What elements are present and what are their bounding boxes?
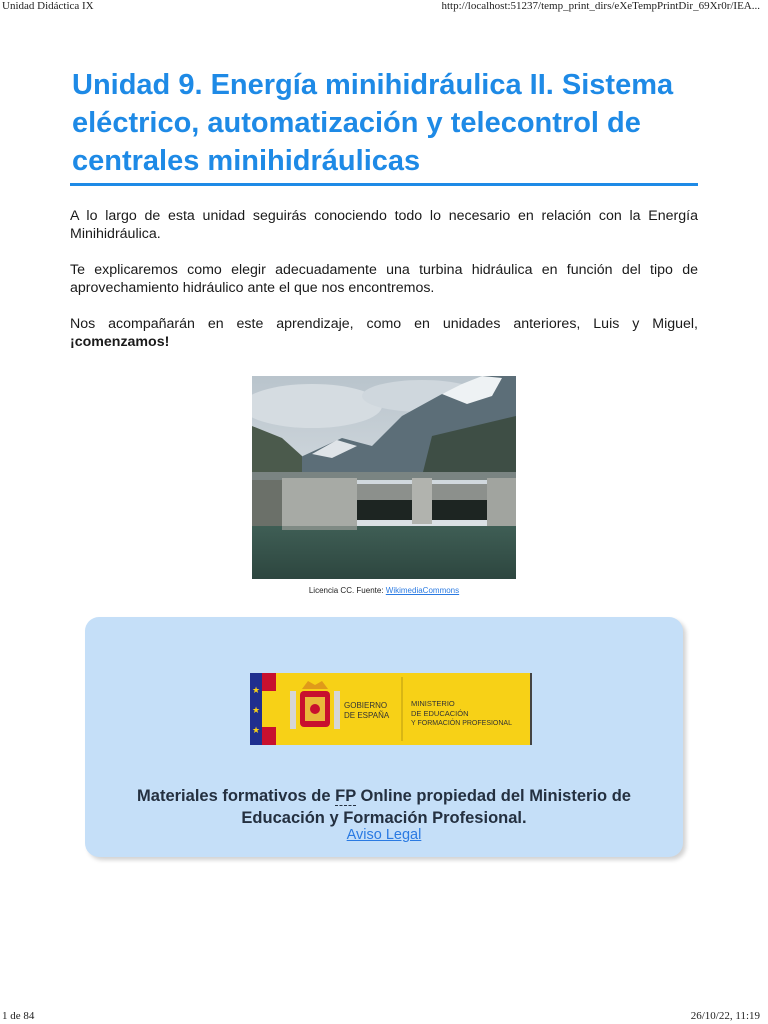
logo-ministerio-line1: MINISTERIO [411, 699, 455, 708]
logo-gobierno-line1: GOBIERNO [344, 701, 388, 710]
logo-gobierno-line2: DE ESPAÑA [344, 711, 390, 720]
legal-notice-link[interactable]: Aviso Legal [346, 827, 422, 843]
materials-ownership-text [100, 785, 668, 829]
svg-text:★: ★ [251, 706, 261, 716]
photo-caption [200, 586, 568, 595]
svg-text:★: ★ [251, 686, 261, 696]
browser-print-footer [0, 1008, 768, 1024]
title-underline [70, 183, 698, 186]
intro-paragraph-1: A lo largo de esta unidad seguirás conociendo todo lo necesario en relación con la Energía Minihidráulica. [70, 208, 698, 242]
intro-paragraph-3-bold: ¡comenzamos! [70, 334, 170, 350]
ministry-logo-graphic [250, 673, 532, 745]
intro-paragraph-3-text: Nos acompañarán en este aprendizaje, como en unidades anteriores, Luis y Miguel, [70, 316, 698, 332]
logo-ministerio-line2: DE EDUCACIÓN [411, 709, 469, 718]
fp-abbreviation: FP [335, 787, 356, 805]
wikimedia-link[interactable]: WikimediaCommons [385, 586, 460, 595]
materials-suffix: Online propiedad del Ministerio de Educación y Formación Profesional. [241, 787, 631, 827]
photo-caption-text: Licencia CC. Fuente: [308, 586, 386, 595]
logo-ministerio-line3: Y FORMACIÓN PROFESIONAL [411, 720, 512, 727]
page-url-header: http://localhost:51237/temp_print_dirs/eXeTempPrintDir_69Xr0r/IEA... [441, 0, 760, 12]
intro-paragraph-3 [70, 315, 698, 351]
intro-paragraph-2: Te explicaremos como elegir adecuadamente una turbina hidráulica en función del tipo de aprovechamiento hidráulico ante el que nos encontremos. [70, 262, 698, 296]
materials-prefix: Materiales formativos de [137, 787, 336, 805]
print-datetime: 26/10/22, 11:19 [690, 1010, 760, 1022]
unit-title: Unidad 9. Energía minihidráulica II. Sistema eléctrico, automatización y telecontrol de centrales minihidráulicas [72, 69, 674, 177]
browser-print-header [0, 0, 768, 16]
page-title-header: Unidad Didáctica IX [2, 0, 94, 12]
dam-photo [252, 376, 516, 579]
svg-text:★: ★ [251, 726, 261, 736]
page-count: 1 de 84 [2, 1010, 35, 1022]
dam-photo-illustration [252, 376, 516, 579]
ministry-logo [250, 673, 532, 745]
